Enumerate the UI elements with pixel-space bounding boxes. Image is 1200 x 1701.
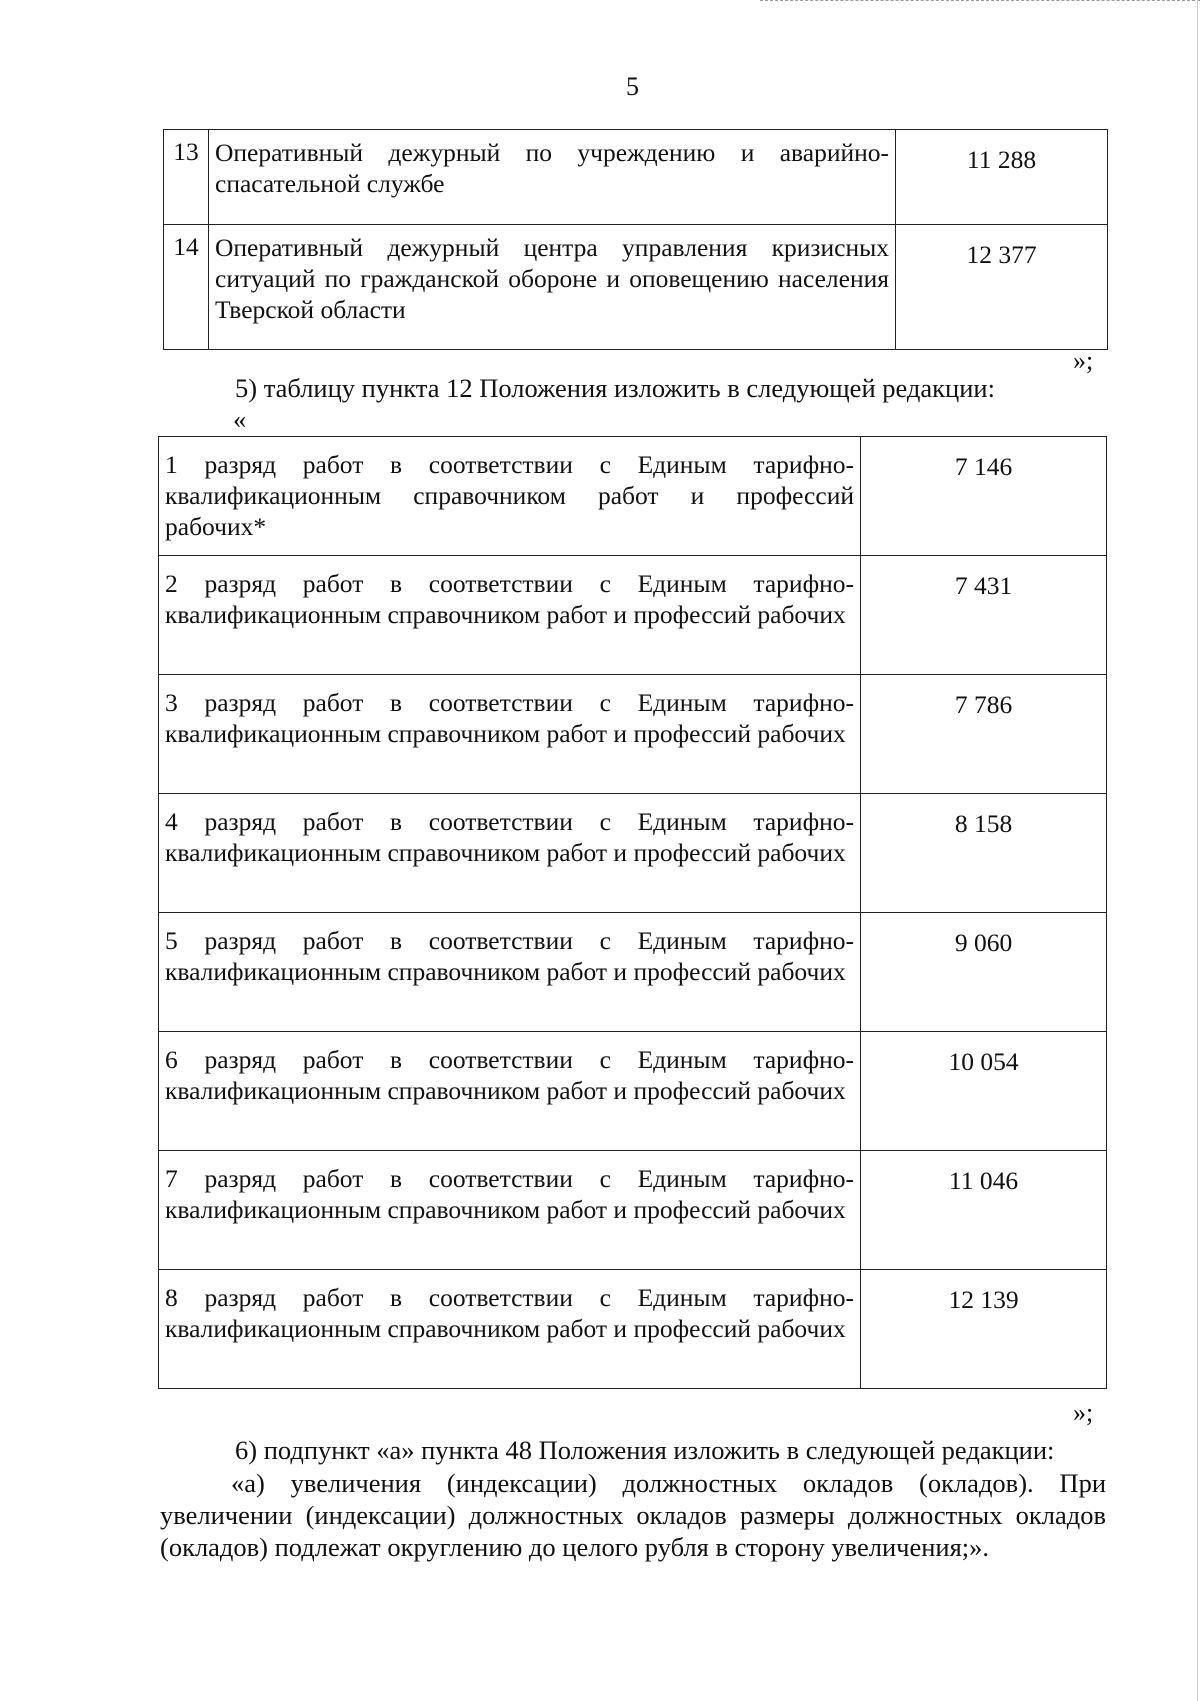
scan-edge-line xyxy=(1197,0,1198,1701)
grade-description: 5 разряд работ в соответствии с Единым тарифно-квалификационным справочником работ и профессий рабочих xyxy=(159,913,861,1032)
grade-description: 6 разряд работ в соответствии с Единым тарифно-квалификационным справочником работ и профессий рабочих xyxy=(159,1032,861,1151)
positions-table xyxy=(163,129,1108,350)
salary-value: 7 431 xyxy=(861,556,1107,675)
wage-grades-table xyxy=(158,436,1107,1389)
table-row xyxy=(159,675,1107,794)
salary-value: 12 377 xyxy=(896,225,1108,350)
salary-value: 11 288 xyxy=(896,130,1108,225)
grade-description: 7 разряд работ в соответствии с Единым тарифно-квалификационным справочником работ и профессий рабочих xyxy=(159,1151,861,1270)
grade-description: 8 разряд работ в соответствии с Единым тарифно-квалификационным справочником работ и профессий рабочих xyxy=(159,1270,861,1389)
closing-quote: »; xyxy=(1073,1398,1094,1427)
table-row xyxy=(159,1270,1107,1389)
table-row xyxy=(159,913,1107,1032)
opening-quote: « xyxy=(233,404,247,434)
salary-value: 11 046 xyxy=(861,1151,1107,1270)
salary-value: 7 786 xyxy=(861,675,1107,794)
salary-value: 12 139 xyxy=(861,1270,1107,1389)
table-row xyxy=(164,225,1108,350)
salary-value: 7 146 xyxy=(861,437,1107,556)
scan-edge-line xyxy=(760,0,1200,1)
salary-value: 9 060 xyxy=(861,913,1107,1032)
salary-value: 8 158 xyxy=(861,794,1107,913)
page-number: 5 xyxy=(626,72,639,101)
paragraph-6a: «а) увеличения (индексации) должностных окладов (окладов). При увеличении (индексации) должностных окладов размеры должностных окладов (окладов) подлежат округлению до целого рубля в сторону увеличения;». xyxy=(160,1468,1106,1562)
row-number: 13 xyxy=(164,130,209,225)
row-number: 14 xyxy=(164,225,209,350)
table-row xyxy=(159,1032,1107,1151)
table-row xyxy=(159,556,1107,675)
paragraph-5: 5) таблицу пункта 12 Положения изложить в следующей редакции: xyxy=(235,373,995,403)
table-row xyxy=(159,794,1107,913)
table-row xyxy=(159,1151,1107,1270)
salary-value: 10 054 xyxy=(861,1032,1107,1151)
paragraph-6: 6) подпункт «а» пункта 48 Положения изложить в следующей редакции: xyxy=(235,1435,1055,1465)
table-row xyxy=(164,130,1108,225)
position-title: Оперативный дежурный по учреждению и аварийно-спасательной службе xyxy=(209,130,896,225)
grade-description: 3 разряд работ в соответствии с Единым тарифно-квалификационным справочником работ и профессий рабочих xyxy=(159,675,861,794)
grade-description: 2 разряд работ в соответствии с Единым тарифно-квалификационным справочником работ и профессий рабочих xyxy=(159,556,861,675)
grade-description: 1 разряд работ в соответствии с Единым тарифно-квалификационным справочником работ и профессий рабочих* xyxy=(159,437,861,556)
position-title: Оперативный дежурный центра управления кризисных ситуаций по гражданской обороне и оповещению населения Тверской области xyxy=(209,225,896,350)
grade-description: 4 разряд работ в соответствии с Единым тарифно-квалификационным справочником работ и профессий рабочих xyxy=(159,794,861,913)
table-row xyxy=(159,437,1107,556)
closing-quote: »; xyxy=(1073,346,1094,375)
